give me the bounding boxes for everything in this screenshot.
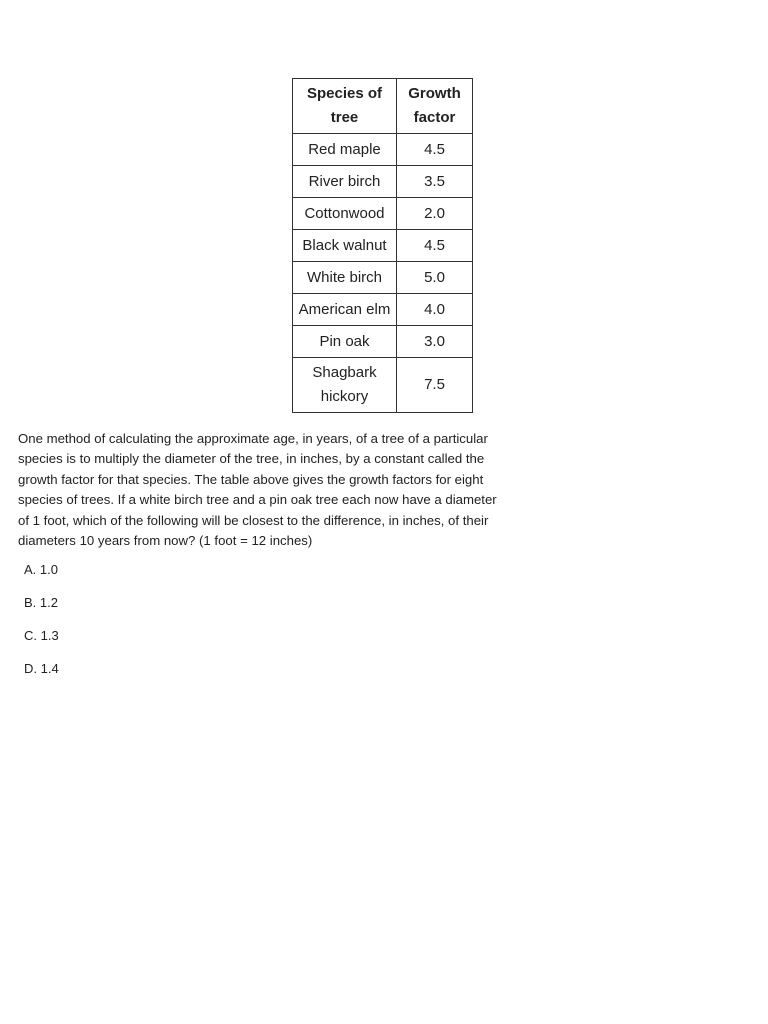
species-cell: River birch [293,166,397,198]
species-cell-text: Shagbark hickory [312,364,377,405]
growth-factor-cell: 4.5 [397,134,473,166]
growth-factor-column-header [397,79,473,134]
growth-factor-cell: 4.5 [397,230,473,262]
table-row [293,198,473,230]
species-cell: Cottonwood [293,198,397,230]
species-header-text: Species of tree [306,85,383,126]
answer-choice-c[interactable]: C. 1.3 [24,628,59,643]
species-cell: American elm [293,294,397,326]
table-row [293,134,473,166]
growth-factor-cell: 7.5 [397,358,473,413]
species-cell: Red maple [293,134,397,166]
growth-factor-cell: 2.0 [397,198,473,230]
answer-choice-a[interactable]: A. 1.0 [24,562,58,577]
growth-factor-header-text: Growth factor [408,85,461,126]
table-row [293,294,473,326]
species-cell: White birch [293,262,397,294]
table-row [293,358,473,413]
table-row [293,166,473,198]
growth-factor-cell: 3.5 [397,166,473,198]
table-row [293,262,473,294]
table-header-row [293,79,473,134]
growth-factor-cell: 4.0 [397,294,473,326]
answer-choice-b[interactable]: B. 1.2 [24,595,58,610]
growth-factor-cell: 3.0 [397,326,473,358]
answer-choices [24,560,59,692]
species-cell: Black walnut [293,230,397,262]
table-row [293,326,473,358]
growth-factor-cell: 5.0 [397,262,473,294]
question-text: One method of calculating the approximate age, in years, of a tree of a particular species is to multiply the diameter of the tree, in inches, by a constant called the growth factor for that species. The table above gives the growth factors for eight species of trees. If a white birch tree and a pin oak tree each now have a diameter of 1 foot, which of the following will be closest to the difference, in inches, of their diameters 10 years from now? (1 foot = 12 inches) [18,431,497,549]
answer-choice-d[interactable]: D. 1.4 [24,661,59,676]
species-cell [293,358,397,413]
growth-factor-table [292,78,473,413]
species-cell: Pin oak [293,326,397,358]
table-row [293,230,473,262]
growth-factor-table-container [292,78,473,413]
species-column-header [293,79,397,134]
